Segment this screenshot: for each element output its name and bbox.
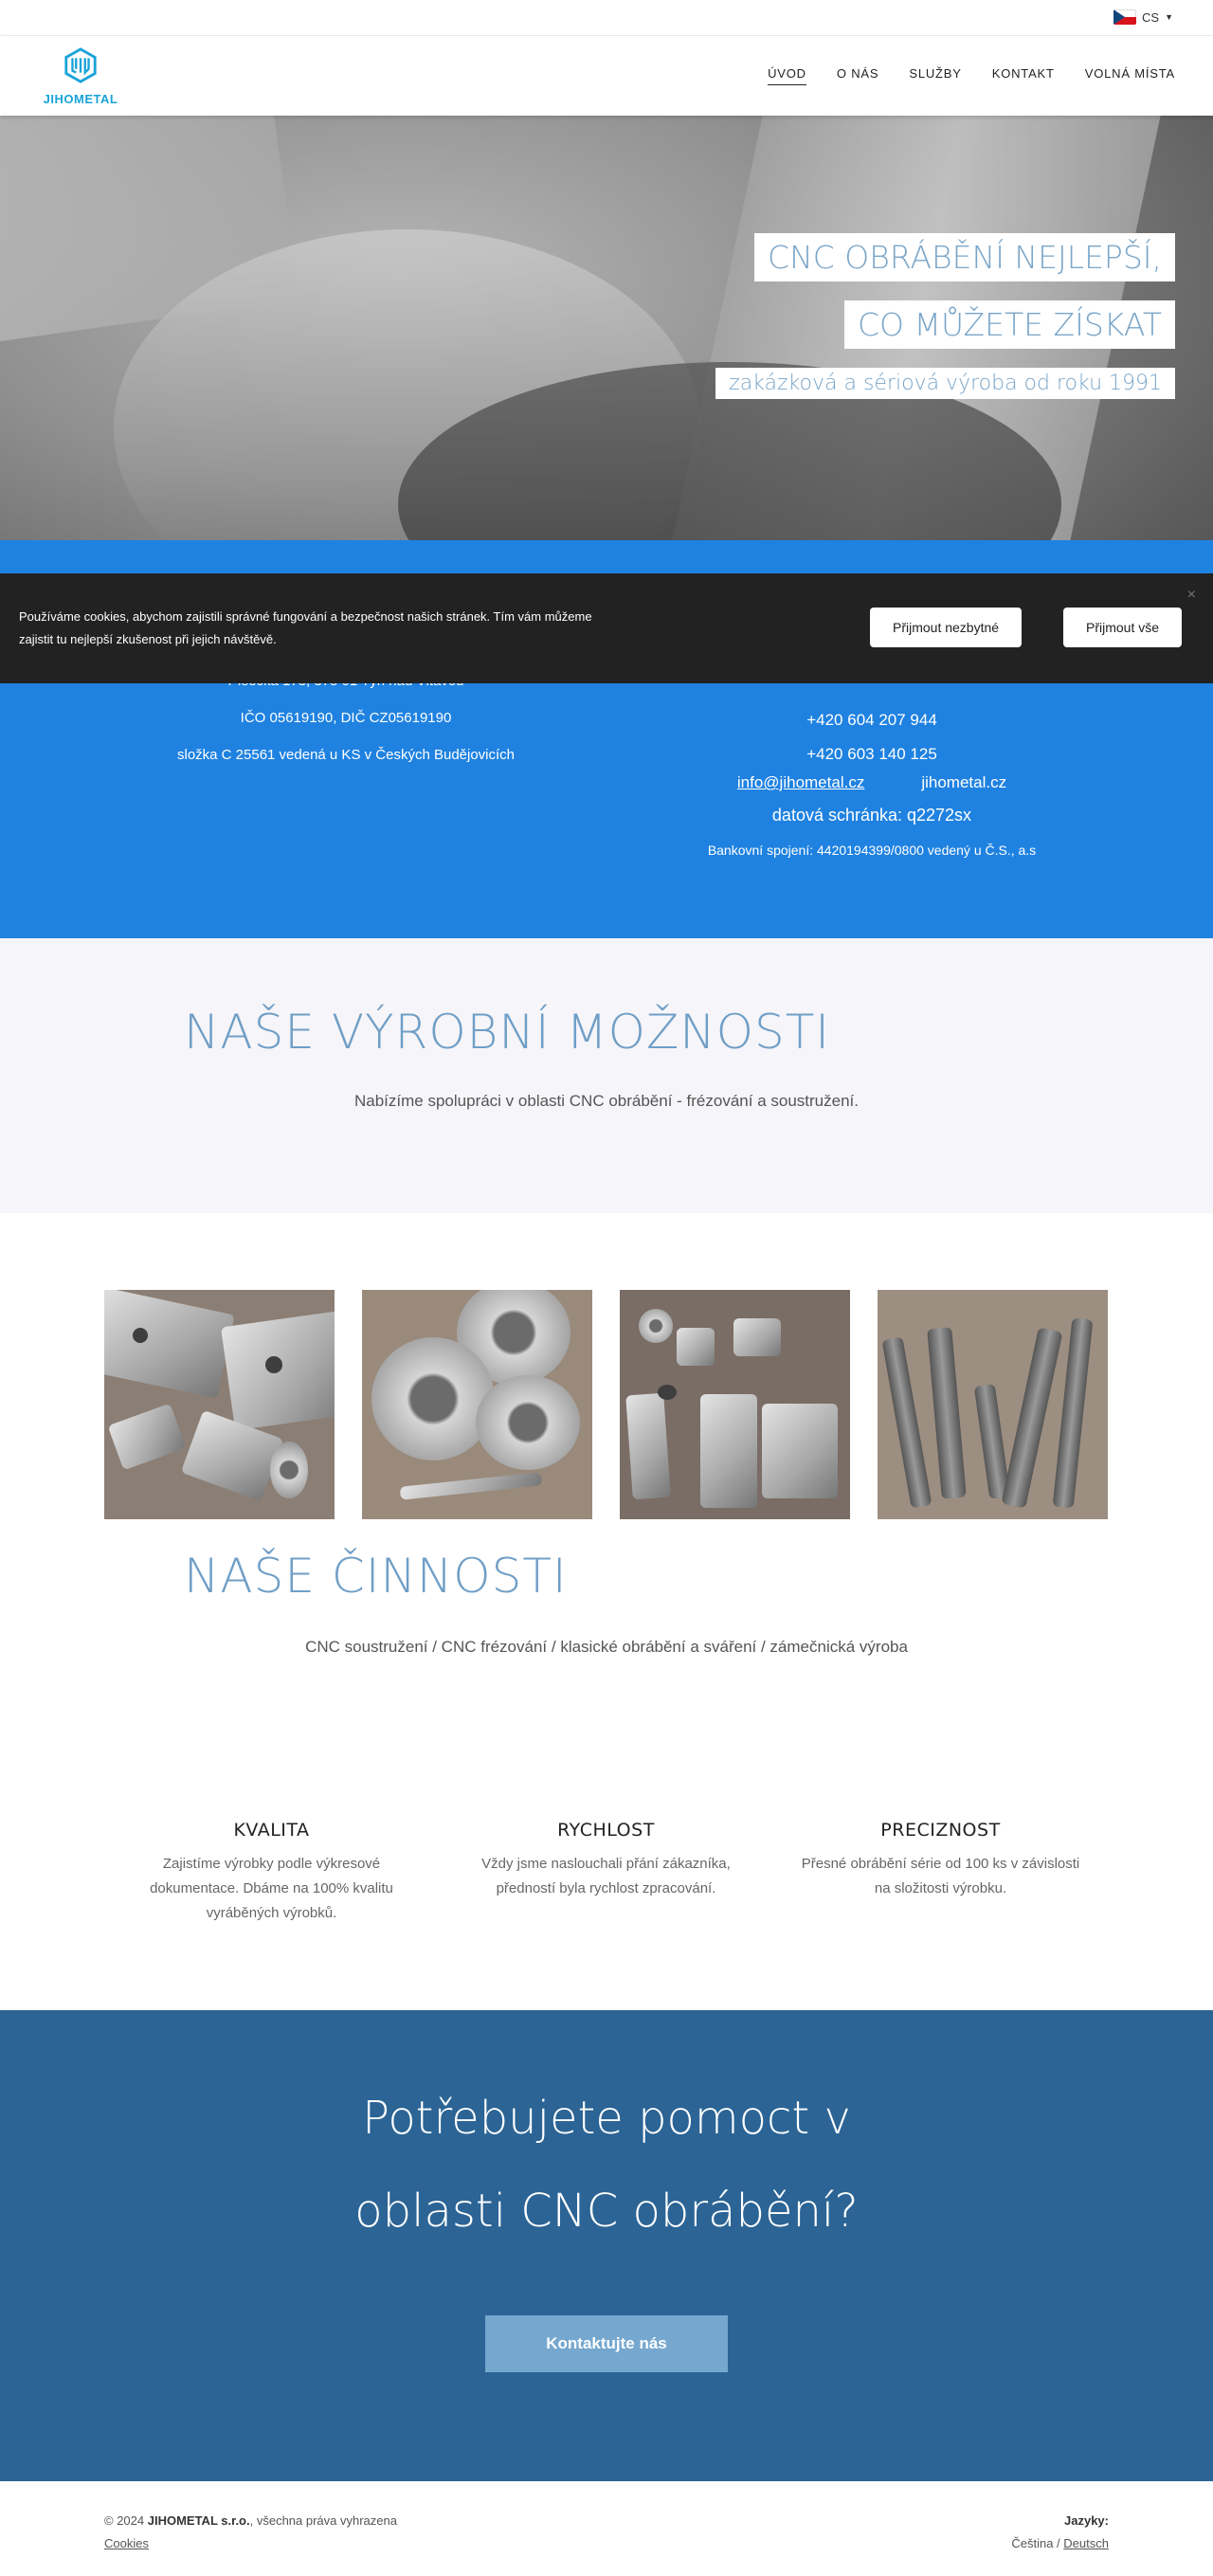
site-footer xyxy=(0,2481,1213,2576)
feature-quality xyxy=(104,1820,439,1926)
hero-banner xyxy=(0,116,1213,540)
hero-text xyxy=(644,233,1175,418)
cta-section xyxy=(0,2010,1213,2481)
feature-title: RYCHLOST xyxy=(557,1820,655,1841)
features-row xyxy=(104,1820,1109,1926)
feature-text: Vždy jsme naslouchali přání zákazníka, předností byla rychlost zpracování. xyxy=(481,1856,731,1896)
nav-kontakt[interactable]: KONTAKT xyxy=(991,66,1055,81)
gallery-image-blocks[interactable] xyxy=(104,1290,335,1519)
nav-uvod[interactable]: ÚVOD xyxy=(768,66,806,85)
production-subtitle: Nabízíme spolupráci v oblasti CNC obrábění - frézování a soustružení. xyxy=(354,1092,859,1110)
cookie-banner xyxy=(0,573,1213,683)
cookies-link[interactable]: Cookies xyxy=(104,2536,149,2550)
site-header xyxy=(0,36,1213,116)
nav-o-nas[interactable]: O NÁS xyxy=(836,66,879,81)
copyright-prefix: © 2024 xyxy=(104,2513,148,2528)
production-section xyxy=(0,938,1213,1213)
logo-text: JIHOMETAL xyxy=(43,92,118,106)
close-icon[interactable]: × xyxy=(1186,587,1196,603)
registry-info: složka C 25561 vedená u KS v Českých Budějovicích xyxy=(176,747,516,763)
feature-title: KVALITA xyxy=(233,1820,310,1841)
lang-de-link[interactable]: Deutsch xyxy=(1063,2536,1109,2550)
cta-headline-1: Potřebujete pomoct v xyxy=(362,2092,851,2145)
nav-sluzby[interactable]: SLUŽBY xyxy=(909,66,962,81)
feature-text: Přesné obrábění série od 100 ks v závislosti na složitosti výrobku. xyxy=(801,1856,1080,1896)
czech-flag-icon xyxy=(1113,9,1136,25)
accept-all-button[interactable]: Přijmout vše xyxy=(1063,608,1182,647)
language-bar xyxy=(0,0,1213,36)
nav-volna-mista[interactable]: VOLNÁ MÍSTA xyxy=(1084,66,1175,81)
contact-us-button[interactable]: Kontaktujte nás xyxy=(485,2315,728,2372)
hero-tagline: zakázková a sériová výroba od roku 1991 xyxy=(715,368,1175,399)
data-box: datová schránka: q2272sx xyxy=(771,806,972,825)
phone-1[interactable]: +420 604 207 944 xyxy=(806,711,937,729)
gallery-image-shafts[interactable] xyxy=(878,1290,1108,1519)
language-switcher[interactable] xyxy=(1113,9,1173,25)
footer-languages xyxy=(1011,2510,1109,2555)
email-link[interactable]: info@jihometal.cz xyxy=(736,773,865,791)
lang-separator: / xyxy=(1057,2536,1060,2550)
jihometal-logo-icon xyxy=(63,47,99,83)
feature-text: Zajistíme výrobky podle výkresové dokumentace. Dbáme na 100% kvalitu vyráběných výrobků. xyxy=(150,1856,393,1921)
copyright-suffix: , všechna práva vyhrazena xyxy=(249,2513,397,2528)
lang-cs-link[interactable]: Čeština xyxy=(1011,2536,1054,2550)
hero-headline-2: CO MŮŽETE ZÍSKAT xyxy=(844,300,1175,349)
main-nav xyxy=(768,66,1175,85)
gallery-image-parts[interactable] xyxy=(620,1290,850,1519)
hero-headline-1: CNC OBRÁBĚNÍ NEJLEPŠÍ, xyxy=(754,233,1175,281)
product-gallery xyxy=(104,1290,1109,1519)
feature-title: PRECIZNOST xyxy=(880,1820,1001,1841)
website-link[interactable]: jihometal.cz xyxy=(921,773,1007,791)
language-code: CS xyxy=(1142,9,1160,25)
contact-info xyxy=(644,711,1099,858)
company-ids: IČO 05619190, DIČ CZ05619190 xyxy=(240,710,452,726)
logo[interactable] xyxy=(38,47,123,106)
feature-speed xyxy=(439,1820,773,1926)
production-title: NAŠE VÝROBNÍ MOŽNOSTI xyxy=(184,1005,830,1060)
chevron-down-icon: ▼ xyxy=(1165,12,1173,22)
gallery-image-flanges[interactable] xyxy=(362,1290,592,1519)
cookie-text: Používáme cookies, abychom zajistili správné fungování a bezpečnost našich stránek. Tím vám můžeme zajistit tu nejlepší zkušenost při jejich návštěvě. xyxy=(19,609,592,646)
footer-copyright xyxy=(104,2510,397,2555)
languages-label: Jazyky: xyxy=(1064,2513,1109,2528)
cta-headline-2: oblasti CNC obrábění? xyxy=(354,2185,859,2238)
mail-web-row xyxy=(644,773,1099,792)
feature-precision xyxy=(773,1820,1108,1926)
company-info xyxy=(114,673,578,784)
activities-subtitle: CNC soustružení / CNC frézování / klasické obrábění a sváření / zámečnická výroba xyxy=(305,1638,908,1656)
activities-title: NAŠE ČINNOSTI xyxy=(184,1549,568,1604)
bank-info: Bankovní spojení: 4420194399/0800 vedený u Č.S., a.s xyxy=(707,843,1037,858)
phone-2[interactable]: +420 603 140 125 xyxy=(806,745,937,763)
accept-necessary-button[interactable]: Přijmout nezbytné xyxy=(870,608,1022,647)
company-name: JIHOMETAL s.r.o. xyxy=(147,2513,250,2528)
